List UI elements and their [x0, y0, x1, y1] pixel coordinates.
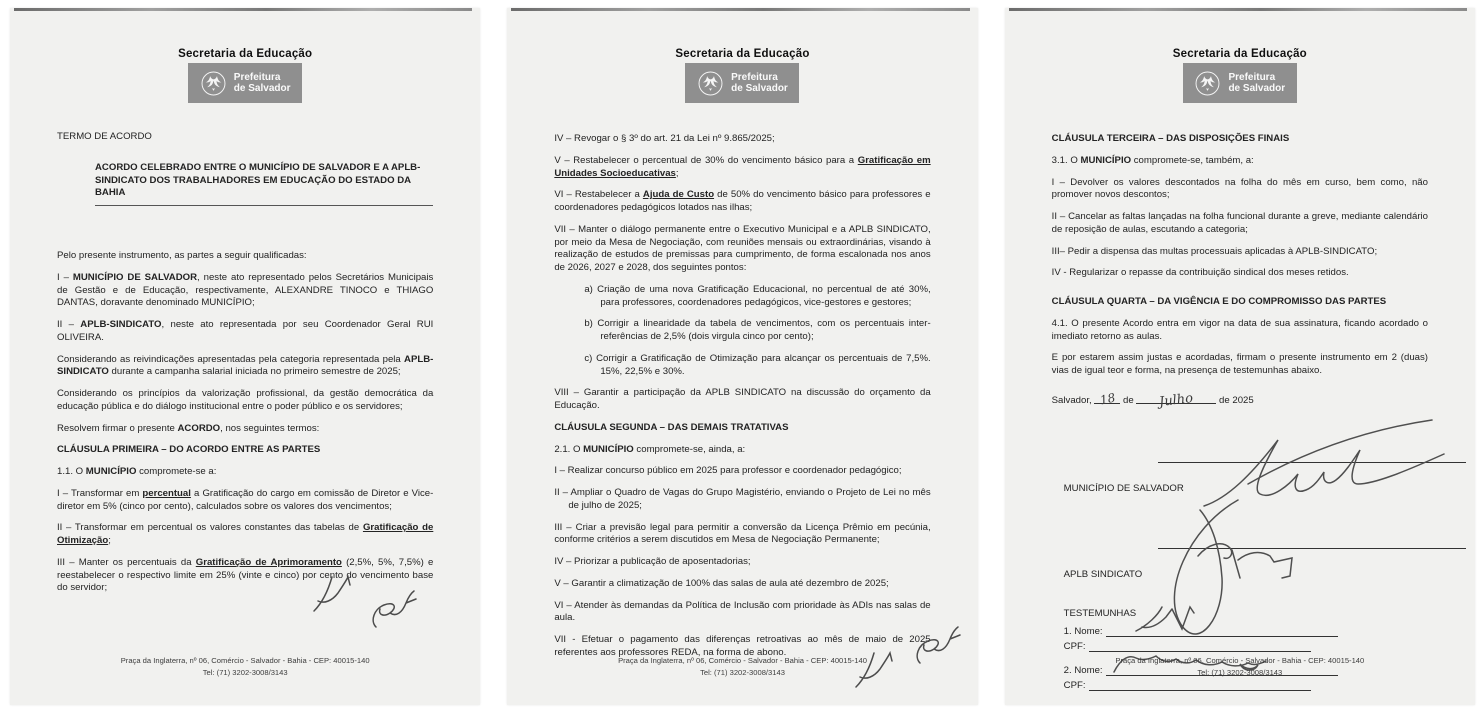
witness-1-cpf-label: CPF:: [1063, 640, 1086, 652]
witnesses-title: TESTEMUNHAS: [1063, 607, 1137, 619]
footer-address: Praça da Inglaterra, nº 06, Comércio - Salvador - Bahia - CEP: 40015-140: [1115, 656, 1365, 666]
handwritten-day: 18: [1098, 390, 1117, 408]
item-3-IV: IV - Regularizar o repasse da contribuição sindical dos meses retidos.: [1051, 267, 1349, 279]
item-3-III: III– Pedir a dispensa das multas processuais aplicadas à APLB-SINDICATO;: [1051, 245, 1378, 257]
intro-paragraph: Pelo presente instrumento, as partes a seguir qualificadas:: [57, 250, 307, 261]
resolve-paragraph: Resolvem firmar o presente ACORDO, nos seguintes termos:: [57, 422, 320, 434]
secretaria-title: Secretaria da Educação: [675, 48, 810, 60]
footer-phone: Tel: (71) 3202-3008/3143: [1197, 668, 1283, 678]
initial-signature-1: [308, 571, 360, 623]
witness-2-cpf-row: [1064, 679, 1428, 691]
day-blank: [1094, 390, 1120, 408]
page2-body: [507, 133, 977, 660]
page-footer: [10, 655, 480, 679]
logo-text: [731, 72, 788, 95]
item-2-VI: VI – Atender às demandas da Política de Inclusão com prioridade às ADIs nas salas de aula.: [554, 599, 931, 624]
month-blank: [1136, 390, 1216, 410]
logo-line-2: de Salvador: [1228, 83, 1286, 94]
subitem-b: b) Corrigir a linearidade da tabela de vencimentos, com os percentuais inter-referências de 2,5% (dois virgula cinco por cento);: [584, 318, 931, 342]
prefeitura-logo: [188, 63, 302, 103]
clause-3-heading: CLÁUSULA TERCEIRA – DAS DISPOSIÇÕES FINAIS: [1051, 133, 1290, 144]
initials-signatures: [308, 565, 428, 635]
clause-2-heading: CLÁUSULA SEGUNDA – DAS DEMAIS TRATATIVAS: [554, 421, 789, 433]
logo-text: [1228, 72, 1285, 95]
item-3-II: II – Cancelar as faltas lançadas na folha funcional durante a greve, mediante calendário de reposição de aulas, escutando a categoria;: [1051, 211, 1428, 235]
footer-phone: Tel: (71) 3202-3008/3143: [700, 668, 785, 678]
secretaria-title: Secretaria da Educação: [1172, 48, 1307, 60]
page-2: [507, 8, 977, 705]
page-1: [10, 8, 480, 705]
page-header: [507, 48, 977, 103]
item-2-I: I – Realizar concurso público em 2025 para professor e coordenador pedagógico;: [554, 465, 902, 477]
date-line: [1051, 390, 1428, 410]
item-3-I: I – Devolver os valores descontados na folha do mês em curso, bem como, não promover novos descontos;: [1051, 176, 1428, 201]
initial-signature-2: [368, 587, 424, 635]
municipio-signature-block: [1052, 462, 1428, 494]
logo-line-2: de Salvador: [233, 83, 291, 94]
dove-icon: [697, 70, 724, 97]
item-1-VIII: VIII – Garantir a participação da APLB SINDICATO na discussão do orçamento da Educação.: [554, 387, 931, 411]
page-header: [10, 48, 480, 103]
item-1-IV: IV – Revogar o § 3º do art. 21 da Lei nº 9.865/2025;: [554, 133, 775, 144]
logo-line-1: Prefeitura: [731, 71, 778, 83]
page-footer: [1005, 655, 1475, 679]
page-3: [1005, 8, 1475, 705]
witness-2-name-label: 2. Nome:: [1063, 664, 1103, 676]
page-header: [1005, 48, 1475, 103]
municipio-label: MUNICÍPIO DE SALVADOR: [1063, 482, 1184, 494]
prefeitura-logo: [685, 63, 799, 103]
prefeitura-logo: [1183, 63, 1297, 103]
footer-phone: Tel: (71) 3202-3008/3143: [202, 668, 288, 678]
item-1-I: I – Transformar em percentual a Gratificação do cargo em comissão de Diretor e Vice-diretor em 5% (cinco por cento), calculados sobre os valores dos vencimentos;: [57, 487, 434, 512]
item-1-II: II – Transformar em percentual os valores constantes das tabelas de Gratificação de Otimização;: [57, 522, 434, 546]
considering-1: Considerando as reivindicações apresentadas pela categoria representada pela APLB-SINDICATO durante a campanha salarial iniciada no primeiro semestre de 2025;: [57, 353, 434, 378]
witness-1-name-label: 1. Nome:: [1063, 625, 1103, 637]
scan-artifact-line: [14, 8, 472, 11]
footer-address: Praça da Inglaterra, nº 06, Comércio - Salvador - Bahia - CEP: 40015-140: [120, 656, 370, 666]
item-2-III: III – Criar a previsão legal para permitir a conversão da Licença Prêmio em pecúnia, conforme critérios a serem discutidos em Mesa de Negociação Permanente;: [554, 521, 931, 546]
page1-body: [10, 131, 480, 595]
item-2-II: II – Ampliar o Quadro de Vagas do Grupo Magistério, enviando o Projeto de Lei no mês de julho de 2025;: [554, 487, 931, 511]
page3-body: [1005, 133, 1475, 378]
date-de: de: [1123, 394, 1134, 406]
item-2-V: V – Garantir a climatização de 100% das salas de aula até dezembro de 2025;: [554, 577, 889, 589]
party-2: II – APLB-SINDICATO, neste ato representada por seu Coordenador Geral RUI OLIVEIRA.: [57, 319, 434, 343]
logo-line-1: Prefeitura: [1228, 71, 1276, 83]
witness-2-cpf-label: CPF:: [1063, 679, 1086, 691]
item-2-IV: IV – Priorizar a publicação de aposentadorias;: [554, 556, 751, 567]
handwritten-month: Julho: [1158, 390, 1195, 410]
page-footer: [507, 655, 977, 679]
signature-section: [1005, 392, 1475, 691]
date-suffix: de 2025: [1219, 394, 1254, 406]
witness-2-cpf-line: [1089, 679, 1311, 691]
closing-paragraph: E por estarem assim justas e acordadas, firmam o presente instrumento em 2 (duas) vias de igual teor e forma, na presença de testemunhas abaixo.: [1051, 352, 1428, 376]
aplb-signature-block: [1052, 548, 1428, 580]
clause-4-heading: CLÁUSULA QUARTA – DA VIGÊNCIA E DO COMPROMISSO DAS PARTES: [1051, 296, 1387, 307]
subitem-c: c) Corrigir a Gratificação de Otimização para alcançar os percentuais de 7,5%. 15%, 22,5% e 30%.: [584, 352, 931, 377]
item-1-V: V – Restabelecer o percentual de 30% do vencimento básico para a Gratificação em Unidades Socioeducativas;: [554, 154, 931, 179]
party-1: I – MUNICÍPIO DE SALVADOR, neste ato representado pelos Secretários Municipais de Gestão e de Educação, respectivamente, ALEXANDRE TINOCO e THIAGO DANTAS, doravante denominado MUNICÍPIO;: [57, 271, 434, 309]
clause-1-heading: CLÁUSULA PRIMEIRA – DO ACORDO ENTRE AS PARTES: [57, 444, 321, 456]
date-prefix: Salvador,: [1051, 394, 1092, 406]
item-1-III: III – Manter os percentuais da Gratificação de Aprimoramento (2,5%, 5%, 7,5%) e reestabelecer o respectivo limite em 25% (vinte e cinco) por cento do vencimento base do servidor;: [57, 556, 434, 594]
logo-text: [234, 72, 291, 95]
agreement-title: ACORDO CELEBRADO ENTRE O MUNICÍPIO DE SALVADOR E A APLB-SINDICATO DOS TRABALHADORES EM EDUCAÇÃO DO ESTADO DA BAHIA: [95, 162, 433, 206]
scan-artifact-line: [1009, 8, 1467, 11]
item-2-VII: VII - Efetuar o pagamento das diferenças retroativas ao mês de maio de 2025 referentes aos professores REDA, na forma de abono.: [554, 634, 931, 658]
secretaria-title: Secretaria da Educação: [178, 48, 313, 60]
item-1-VI: VI – Restabelecer a Ajuda de Custo de 50% do vencimento básico para professores e coordenadores pedagógicos lotados nas ilhas;: [554, 189, 931, 213]
aplb-signature: [1142, 494, 1332, 644]
aplb-label: APLB SINDICATO: [1063, 568, 1143, 580]
logo-line-2: de Salvador: [731, 83, 788, 94]
item-4-1: 4.1. O presente Acordo entra em vigor na data de sua assinatura, ficando acordado o imediato retorno as aulas.: [1051, 317, 1428, 342]
dove-icon: [200, 70, 227, 97]
considering-2: Considerando os princípios da valorização profissional, da gestão democrática da educação pública e do diálogo institucional entre o poder público e os servidores;: [57, 388, 434, 412]
doc-label: TERMO DE ACORDO: [57, 131, 152, 142]
scan-artifact-line: [511, 8, 969, 11]
dove-icon: [1194, 70, 1221, 97]
item-1-1: 1.1. O MUNICÍPIO compromete-se a:: [57, 466, 217, 477]
item-1-VII: VII – Manter o diálogo permanente entre o Executivo Municipal e a APLB SINDICATO, por meio da Mesa de Negociação, com reuniões mensais ou extraordinárias, visando à realização de estudos de premissas para cumprimento, de forma escalonada nos anos de 2026, 2027 e 2028, dos seguintes pontos:: [554, 223, 931, 273]
item-2-1: 2.1. O MUNICÍPIO compromete-se, ainda, a:: [554, 443, 746, 455]
subitem-a: a) Criação de uma nova Gratificação Educacional, no percentual de até 30%, para professores, coordenadores pedagógicos, vice-gestores e gestores;: [584, 283, 931, 308]
logo-line-1: Prefeitura: [233, 71, 281, 83]
item-3-1: 3.1. O MUNICÍPIO compromete-se, também, a:: [1051, 154, 1254, 166]
footer-address: Praça da Inglaterra, nº 06, Comércio - Salvador - Bahia - CEP: 40015-140: [618, 656, 867, 666]
